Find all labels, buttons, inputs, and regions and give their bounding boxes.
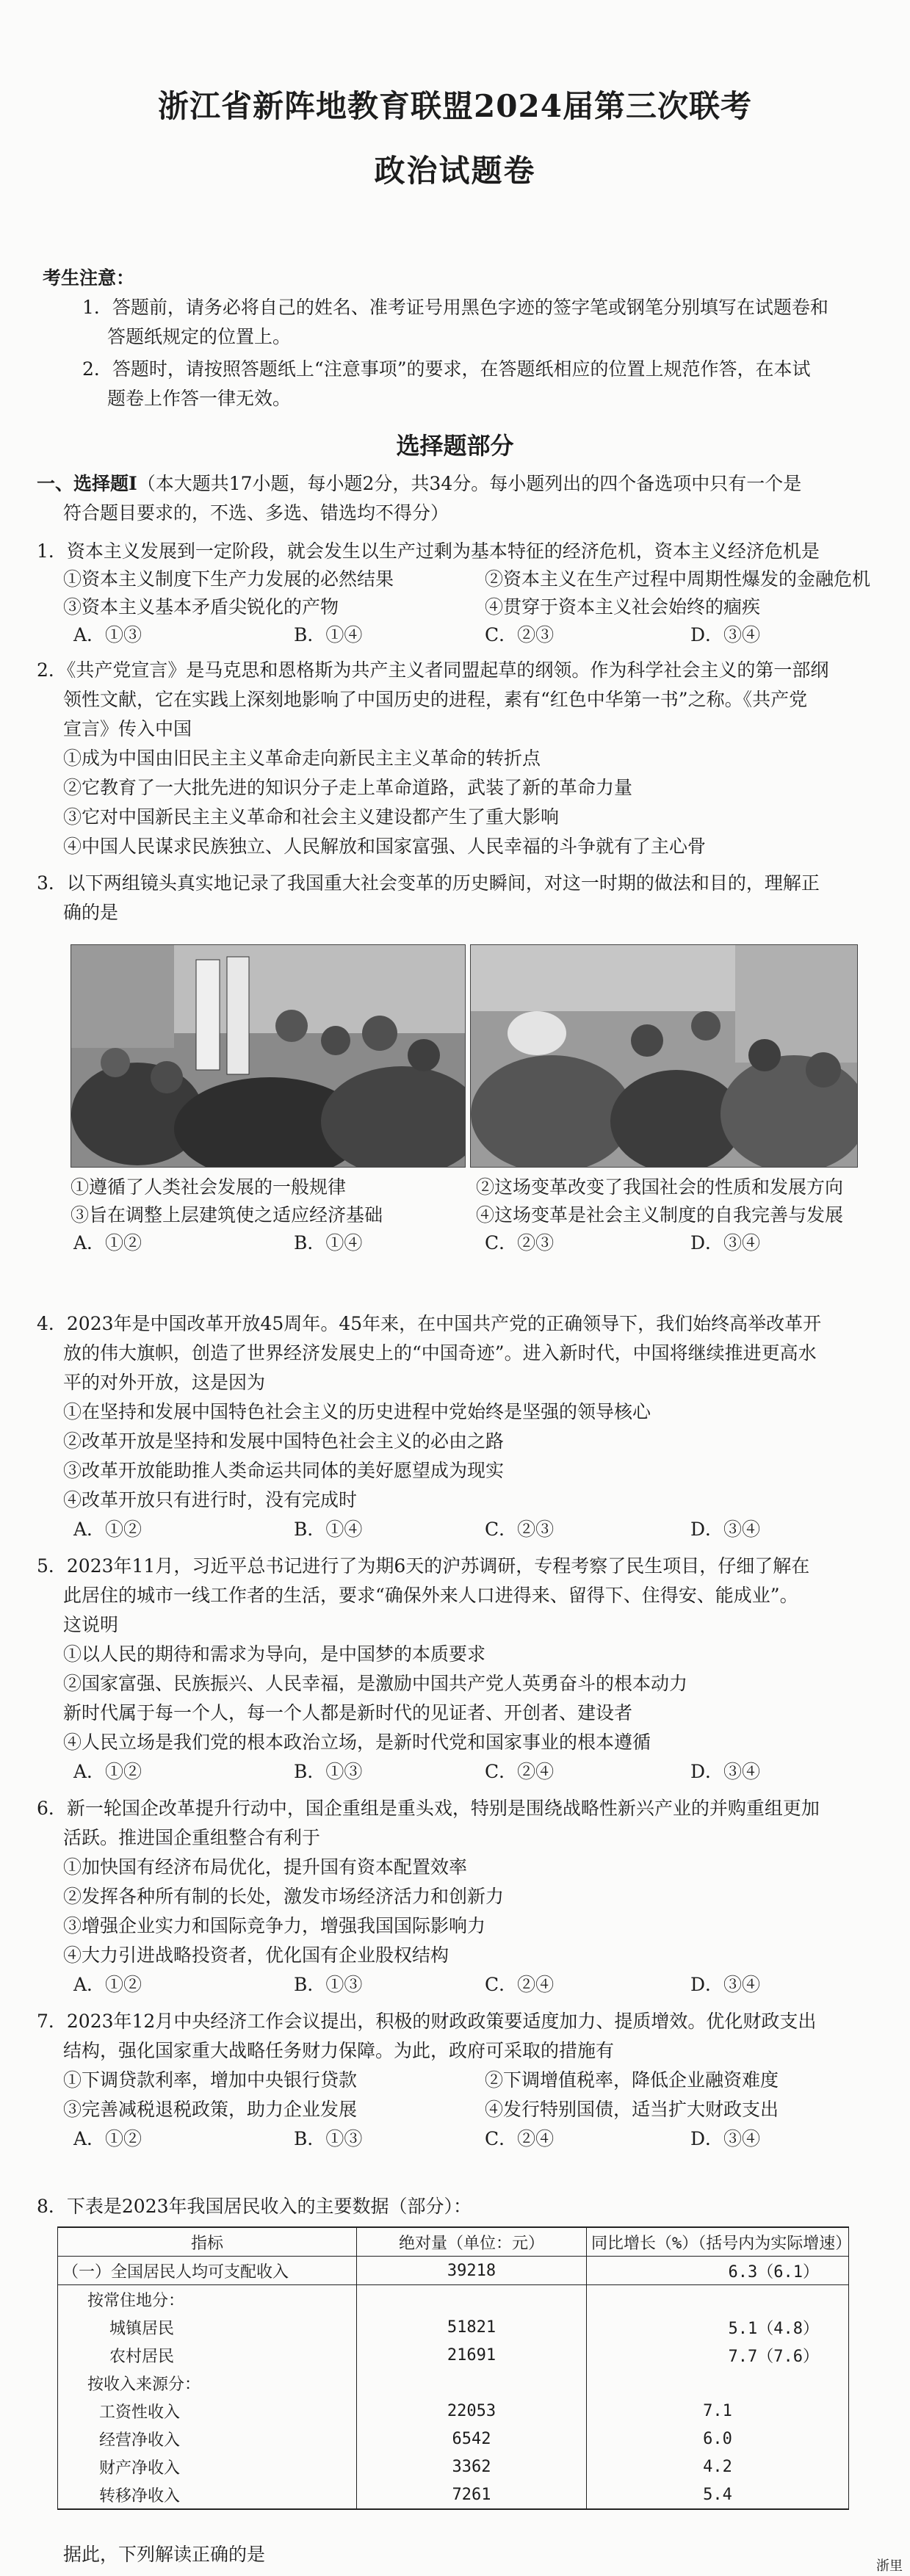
- q4-statement-4: ④改革开放只有进行时，没有完成时: [63, 1489, 358, 1510]
- exam-subtitle: 政治试题卷: [374, 153, 536, 189]
- table-cell: 7.7（7.6）: [587, 2341, 849, 2369]
- q1-option-a[interactable]: A．①③: [73, 624, 142, 645]
- table-cell: 3362: [357, 2453, 587, 2481]
- exam-title: 浙江省新阵地教育联盟2024届第三次联考: [158, 88, 752, 124]
- q3-stem-a: 3．以下两组镜头真实地记录了我国重大社会变革的历史瞬间，对这一时期的做法和目的，理解正: [37, 872, 820, 894]
- table-cell: 财产净收入: [58, 2453, 357, 2481]
- table-cell: 7261: [357, 2481, 587, 2509]
- q4-stem-c: 平的对外开放，这是因为: [63, 1372, 266, 1393]
- q8-stem: 8．下表是2023年我国居民收入的主要数据（部分）：: [37, 2196, 472, 2217]
- table-cell: 5.1（4.8）: [587, 2313, 849, 2341]
- q6-stem-b: 活跃。推进国企重组整合有利于: [63, 1827, 321, 1848]
- q2-stem-a: 2．《共产党宣言》是马克思和恩格斯为共产主义者同盟起草的纲领。作为科学社会主义的第一部纲: [37, 659, 829, 681]
- q5-statement-2: ②国家富强、民族振兴、人民幸福，是激励中国共产党人英勇奋斗的根本动力: [63, 1673, 688, 1694]
- table-row: [58, 2313, 849, 2341]
- table-group-label: 按常住地分：: [58, 2285, 357, 2314]
- q1-stem: 1．资本主义发展到一定阶段，就会发生以生产过剩为基本特征的经济危机，资本主义经济危机是: [37, 540, 820, 562]
- q6-statement-4: ④大力引进战略投资者，优化国有企业股权结构: [63, 1944, 449, 1966]
- q5-statement-1: ①以人民的期待和需求为导向，是中国梦的本质要求: [63, 1643, 486, 1665]
- q1-statement-1: ①资本主义制度下生产力发展的必然结果: [63, 568, 394, 590]
- q5-statement-4: ④人民立场是我们党的根本政治立场，是新时代党和国家事业的根本遵循: [63, 1732, 651, 1753]
- q1-statement-3: ③资本主义基本矛盾尖锐化的产物: [63, 596, 339, 618]
- q6-stem-a: 6．新一轮国企改革提升行动中，国企重组是重头戏，特别是围绕战略性新兴产业的并购重组更加: [37, 1798, 820, 1819]
- q7-statement-4: ④发行特别国债，适当扩大财政支出: [485, 2099, 779, 2120]
- q4-stem-b: 放的伟大旗帜，创造了世界经济发展史上的“中国奇迹”。进入新时代，中国将继续推进更高水: [63, 1342, 817, 1364]
- q5-option-b[interactable]: B．①③: [294, 1761, 363, 1782]
- historical-photo-left: [71, 944, 466, 1168]
- q2-statement-2: ②它教育了一大批先进的知识分子走上革命道路，武装了新的革命力量: [63, 777, 633, 798]
- table-row: [58, 2453, 849, 2481]
- q3-statement-2: ②这场变革改变了我国社会的性质和发展方向: [476, 1176, 844, 1198]
- q5-option-d[interactable]: D．③④: [690, 1761, 761, 1782]
- q5-stem-b: 此居住的城市一线工作者的生活，要求“确保外来人口进得来、留得下、住得安、能成业”。: [63, 1585, 798, 1606]
- table-cell: 51821: [357, 2313, 587, 2341]
- q3-statement-1: ①遵循了人类社会发展的一般规律: [71, 1176, 347, 1198]
- q7-statement-2: ②下调增值税率，降低企业融资难度: [485, 2069, 779, 2091]
- notice-item-1b: 答题纸规定的位置上。: [107, 326, 292, 347]
- q4-option-b[interactable]: B．①④: [294, 1519, 363, 1540]
- q6-statement-1: ①加快国有经济布局优化，提升国有资本配置效率: [63, 1856, 468, 1878]
- q3-statement-3: ③旨在调整上层建筑使之适应经济基础: [71, 1204, 383, 1226]
- q6-option-b[interactable]: B．①③: [294, 1974, 363, 1995]
- table-header-indicator: 指标: [58, 2227, 357, 2257]
- q3-stem-b: 确的是: [63, 902, 119, 923]
- q3-option-a[interactable]: A．①②: [73, 1232, 142, 1253]
- q2-statement-3: ③它对中国新民主主义革命和社会主义建设都产生了重大影响: [63, 806, 560, 828]
- part1-desc-b: 符合题目要求的，不选、多选、错选均不得分）: [63, 502, 449, 524]
- table-row: [58, 2425, 849, 2453]
- part1-description: [37, 471, 801, 496]
- q3-option-d[interactable]: D．③④: [690, 1232, 761, 1253]
- q4-statement-3: ③改革开放能助推人类命运共同体的美好愿望成为现实: [63, 1460, 505, 1481]
- table-cell: 城镇居民: [58, 2313, 357, 2341]
- q2-statement-4: ④中国人民谋求民族独立、人民解放和国家富强、人民幸福的斗争就有了主心骨: [63, 836, 707, 857]
- table-cell: （一）全国居民人均可支配收入: [58, 2257, 357, 2285]
- q1-statement-4: ④贯穿于资本主义社会始终的痼疾: [485, 596, 761, 618]
- table-group-row: [58, 2369, 849, 2397]
- q7-option-a[interactable]: A．①②: [73, 2128, 142, 2149]
- q4-statement-1: ①在坚持和发展中国特色社会主义的历史进程中党始终是坚强的领导核心: [63, 1401, 651, 1422]
- q4-option-c[interactable]: C．②③: [485, 1519, 555, 1540]
- section-title: 选择题部分: [396, 432, 514, 460]
- table-cell: 工资性收入: [58, 2397, 357, 2425]
- table-cell: 6.0: [587, 2425, 849, 2453]
- q4-statement-2: ②改革开放是坚持和发展中国特色社会主义的必由之路: [63, 1430, 505, 1452]
- historical-photo-right: [470, 944, 858, 1168]
- q7-stem-a: 7．2023年12月中央经济工作会议提出，积极的财政政策要适度加力、提质增效。优化财政支出: [37, 2011, 817, 2032]
- q5-stem-a: 5．2023年11月，习近平总书记进行了为期6天的沪苏调研，专程考察了民生项目，仔细了解在: [37, 1555, 810, 1577]
- table-cell: 农村居民: [58, 2341, 357, 2369]
- table-cell: 22053: [357, 2397, 587, 2425]
- q6-option-d[interactable]: D．③④: [690, 1974, 761, 1995]
- part1-desc-a: （本大题共17小题，每小题2分，共34分。每小题列出的四个备选项中只有一个是: [137, 473, 802, 494]
- q6-statement-2: ②发挥各种所有制的长处，激发市场经济活力和创新力: [63, 1886, 505, 1907]
- table-header-growth: 同比增长（%）（括号内为实际增速）: [587, 2227, 849, 2257]
- q4-stem-a: 4．2023年是中国改革开放45周年。45年来，在中国共产党的正确领导下，我们始终高举改革开: [37, 1313, 822, 1334]
- q5-statement-3: 新时代属于每一个人，每一个人都是新时代的见证者、开创者、建设者: [63, 1702, 633, 1723]
- q5-option-c[interactable]: C．②④: [485, 1761, 555, 1782]
- q4-option-a[interactable]: A．①②: [73, 1519, 142, 1540]
- part1-label: 一、选择题Ⅰ: [37, 473, 137, 494]
- q7-option-d[interactable]: D．③④: [690, 2128, 761, 2149]
- q7-statement-1: ①下调贷款利率，增加中央银行贷款: [63, 2069, 358, 2091]
- notice-heading: 考生注意：: [43, 267, 135, 289]
- income-data-table: [57, 2226, 852, 2510]
- notice-item-2a: 2．答题时，请按照答题纸上“注意事项”的要求，在答题纸相应的位置上规范作答，在本试: [82, 358, 811, 380]
- q5-stem-c: 这说明: [63, 1614, 119, 1635]
- q6-option-c[interactable]: C．②④: [485, 1974, 555, 1995]
- table-group-row: [58, 2285, 849, 2314]
- table-cell: 39218: [357, 2257, 587, 2285]
- q1-option-d[interactable]: D．③④: [690, 624, 761, 645]
- table-cell: 4.2: [587, 2453, 849, 2481]
- table-row: [58, 2481, 849, 2509]
- table-cell: 5.4: [587, 2481, 849, 2509]
- table-cell: 21691: [357, 2341, 587, 2369]
- notice-item-2b: 题卷上作答一律无效。: [107, 388, 292, 409]
- table-cell: 6542: [357, 2425, 587, 2453]
- q2-stem-b: 领性文献，它在实践上深刻地影响了中国历史的进程，素有“红色中华第一书”之称。《共产党: [63, 689, 808, 710]
- table-row: [58, 2397, 849, 2425]
- q3-option-b[interactable]: B．①④: [294, 1232, 363, 1253]
- q3-statement-4: ④这场变革是社会主义制度的自我完善与发展: [476, 1204, 844, 1226]
- notice-item-1a: 1．答题前，请务必将自己的姓名、准考证号用黑色字迹的签字笔或钢笔分别填写在试题卷和: [82, 297, 828, 318]
- q3-option-c[interactable]: C．②③: [485, 1232, 555, 1253]
- q2-statement-1: ①成为中国由旧民主主义革命走向新民主主义革命的转折点: [63, 748, 541, 769]
- q5-option-a[interactable]: A．①②: [73, 1761, 142, 1782]
- table-cell: 转移净收入: [58, 2481, 357, 2509]
- table-row: [58, 2257, 849, 2285]
- table-cell: 7.1: [587, 2397, 849, 2425]
- table-cell: 6.3（6.1）: [587, 2257, 849, 2285]
- q7-option-b[interactable]: B．①③: [294, 2128, 363, 2149]
- q6-statement-3: ③增强企业实力和国际竞争力，增强我国国际影响力: [63, 1915, 486, 1936]
- q7-option-c[interactable]: C．②④: [485, 2128, 555, 2149]
- q4-option-d[interactable]: D．③④: [690, 1519, 761, 1540]
- q7-stem-b: 结构，强化国家重大战略任务财力保障。为此，政府可采取的措施有: [63, 2040, 615, 2061]
- q8-after-text: 据此，下列解读正确的是: [63, 2544, 266, 2565]
- q6-option-a[interactable]: A．①②: [73, 1974, 142, 1995]
- table-cell: 经营净收入: [58, 2425, 357, 2453]
- q1-option-c[interactable]: C．②③: [485, 624, 555, 645]
- table-header-absolute: 绝对量（单位：元）: [357, 2227, 587, 2257]
- q7-statement-3: ③完善减税退税政策，助力企业发展: [63, 2099, 358, 2120]
- q1-statement-2: ②资本主义在生产过程中周期性爆发的金融危机: [485, 568, 871, 590]
- q1-option-b[interactable]: B．①④: [294, 624, 363, 645]
- corner-tag: 浙里: [876, 2558, 903, 2574]
- table-row: [58, 2341, 849, 2369]
- table-header-row: [58, 2227, 849, 2257]
- table-group-label: 按收入来源分：: [58, 2369, 357, 2397]
- q2-stem-c: 宣言》传入中国: [63, 718, 192, 739]
